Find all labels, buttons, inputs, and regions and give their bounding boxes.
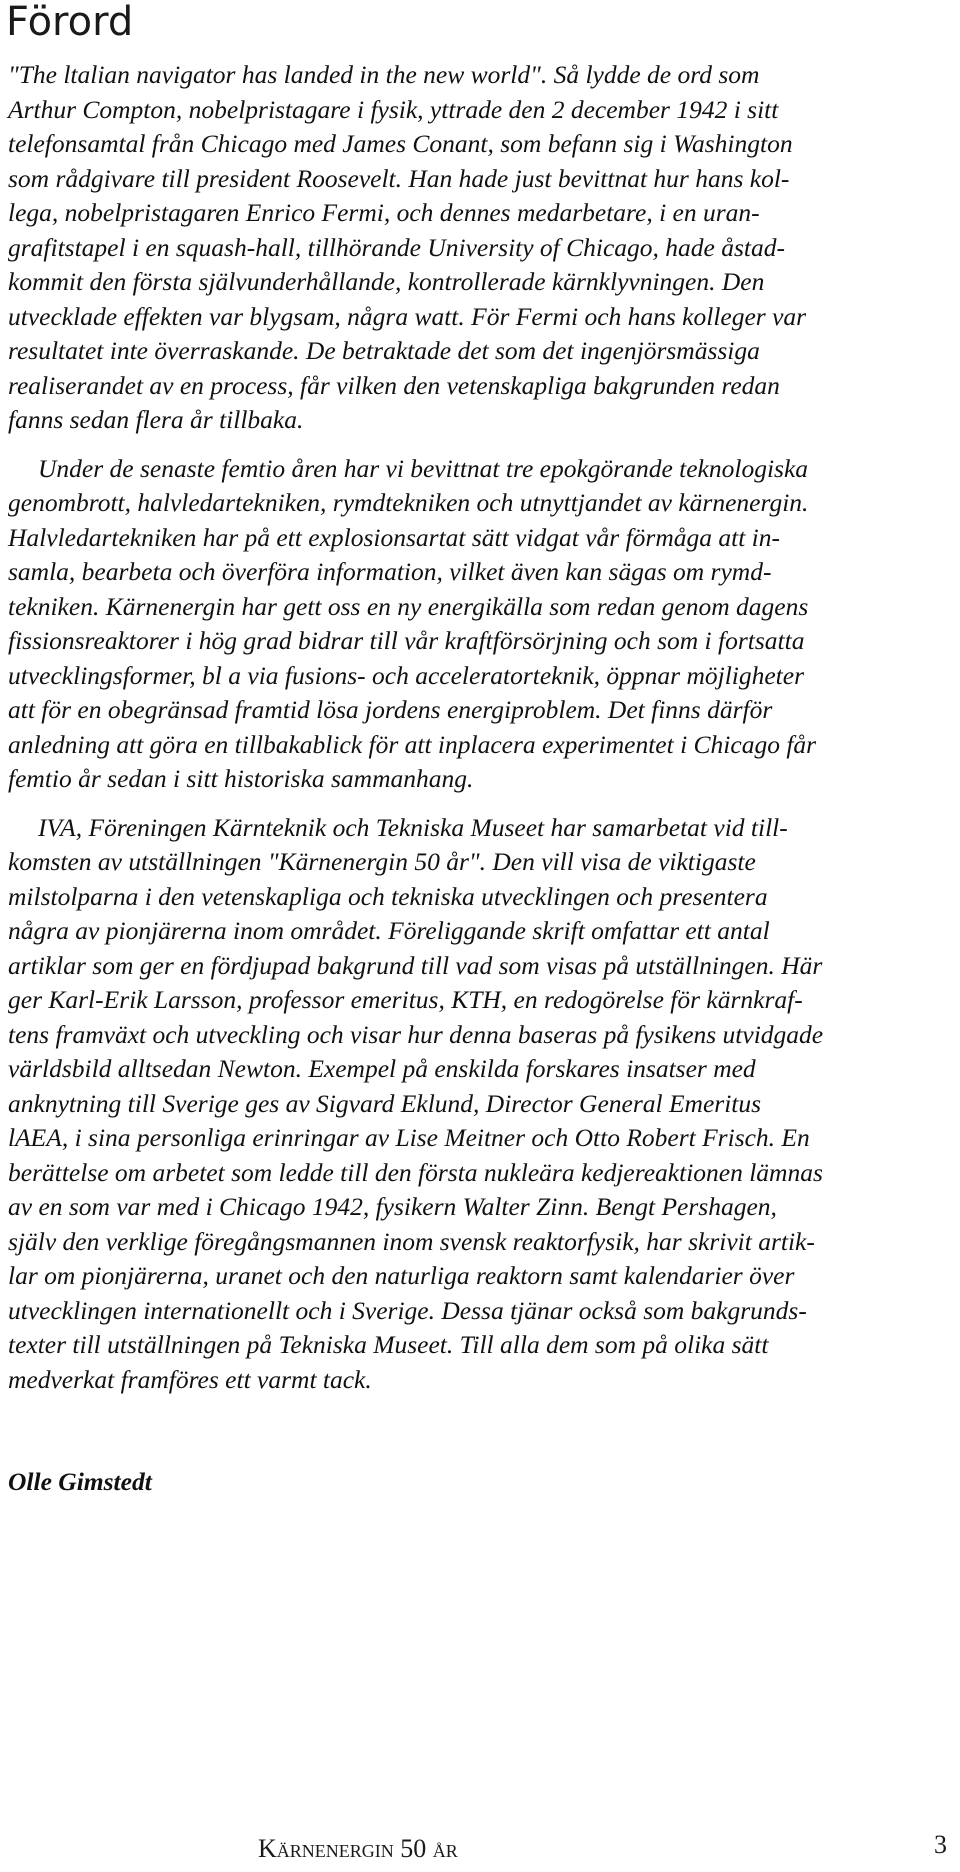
text-line: resultatet inte överraskande. De betraktade det som det ingenjörsmässiga <box>8 336 760 365</box>
running-footer-title: Kärnenergin 50 år <box>258 1834 458 1863</box>
text-line: lega, nobelpristagaren Enrico Fermi, och dennes medarbetare, i en uran- <box>8 198 760 227</box>
text-line: utvecklingen internationellt och i Sverige. Dessa tjänar också som bakgrunds- <box>8 1295 807 1325</box>
text-line: utvecklingsformer, bl a via fusions- och acceleratorteknik, öppnar möjligheter <box>8 660 805 690</box>
text-line: tens framväxt och utveckling och visar hur denna baseras på fysikens utvidgade <box>8 1019 824 1049</box>
text-line: av en som var med i Chicago 1942, fysikern Walter Zinn. Bengt Pershagen, <box>8 1192 777 1221</box>
text-line: texter till utställningen på Tekniska Museet. Till alla dem som på olika sätt <box>8 1330 769 1359</box>
paragraph-1 <box>8 58 954 438</box>
page-title: Förord <box>6 0 134 45</box>
text-line: kommit den första självunderhållande, kontrollerade kärnklyvningen. Den <box>8 267 765 296</box>
text-line: genombrott, halvledartekniken, rymdtekniken och utnyttjandet av kärnenergin. <box>8 488 809 517</box>
text-line: världsbild alltsedan Newton. Exempel på enskilda forskares insatser med <box>8 1054 756 1083</box>
text-line: Halvledartekniken har på ett explosionsartat sätt vidgat vår förmåga att in- <box>8 522 780 552</box>
text-line: fissionsreaktorer i hög grad bidrar till vår kraftförsörjning och som i fortsatta <box>8 626 805 655</box>
text-line: femtio år sedan i sitt historiska sammanhang. <box>8 764 474 793</box>
text-line: artiklar som ger en fördjupad bakgrund till vad som visas på utställningen. Här <box>8 950 823 980</box>
text-line: anknytning till Sverige ges av Sigvard Eklund, Director General Emeritus <box>8 1088 762 1118</box>
text-line: själv den verklige föregångsmannen inom svensk reaktorfysik, har skrivit artik- <box>8 1226 815 1256</box>
text-line: Arthur Compton, nobelpristagare i fysik, yttrade den 2 december 1942 i sitt <box>8 94 779 124</box>
paragraph-3 <box>8 811 954 1398</box>
text-line: "The ltalian navigator has landed in the new world". Så lydde de ord som <box>8 60 760 89</box>
text-line: några av pionjärerna inom området. Föreliggande skrift omfattar ett antal <box>8 916 770 945</box>
text-line: som rådgivare till president Roosevelt. Han hade just bevittnat hur hans kol- <box>8 163 790 193</box>
text-line: realiserandet av en process, får vilken den vetenskapliga bakgrunden redan <box>8 370 780 400</box>
text-line: komsten av utställningen "Kärnenergin 50 år". Den vill visa de viktigaste <box>8 847 756 876</box>
signature: Olle Gimstedt <box>8 1467 152 1496</box>
text-line: berättelse om arbetet som ledde till den första nukleära kedjereaktionen lämnas <box>8 1157 823 1187</box>
text-line: utvecklade effekten var blygsam, några watt. För Fermi och hans kolleger var <box>8 301 807 331</box>
text-line: att för en obegränsad framtid lösa jordens energiproblem. Det finns därför <box>8 695 773 724</box>
text-line: IVA, Föreningen Kärnteknik och Tekniska Museet har samarbetat vid till- <box>38 812 788 842</box>
text-line: lar om pionjärerna, uranet och den naturliga reaktorn samt kalendarier över <box>8 1261 795 1290</box>
text-line: telefonsamtal från Chicago med James Conant, som befann sig i Washington <box>8 129 793 158</box>
text-line: fanns sedan flera år tillbaka. <box>8 405 304 434</box>
text-line: anledning att göra en tillbakablick för att inplacera experimentet i Chicago får <box>8 729 817 759</box>
text-line: samla, bearbeta och överföra information, vilket även kan sägas om rymd- <box>8 557 772 586</box>
foreword-body <box>8 58 954 1411</box>
text-line: grafitstapel i en squash-hall, tillhörande University of Chicago, hade åstad- <box>8 232 785 262</box>
text-line: medverkat framföres ett varmt tack. <box>8 1364 372 1394</box>
paragraph-2 <box>8 452 954 797</box>
text-line: tekniken. Kärnenergin har gett oss en ny energikälla som redan genom dagens <box>8 591 809 621</box>
text-line: lAEA, i sina personliga erinringar av Lise Meitner och Otto Robert Frisch. En <box>8 1123 810 1152</box>
text-line: ger Karl-Erik Larsson, professor emeritus, KTH, en redogörelse för kärnkraf- <box>8 985 803 1014</box>
text-line: milstolparna i den vetenskapliga och tekniska utvecklingen och presentera <box>8 881 768 911</box>
text-line: Under de senaste femtio åren har vi bevittnat tre epokgörande teknologiska <box>38 453 809 483</box>
page-number: 3 <box>934 1830 947 1859</box>
